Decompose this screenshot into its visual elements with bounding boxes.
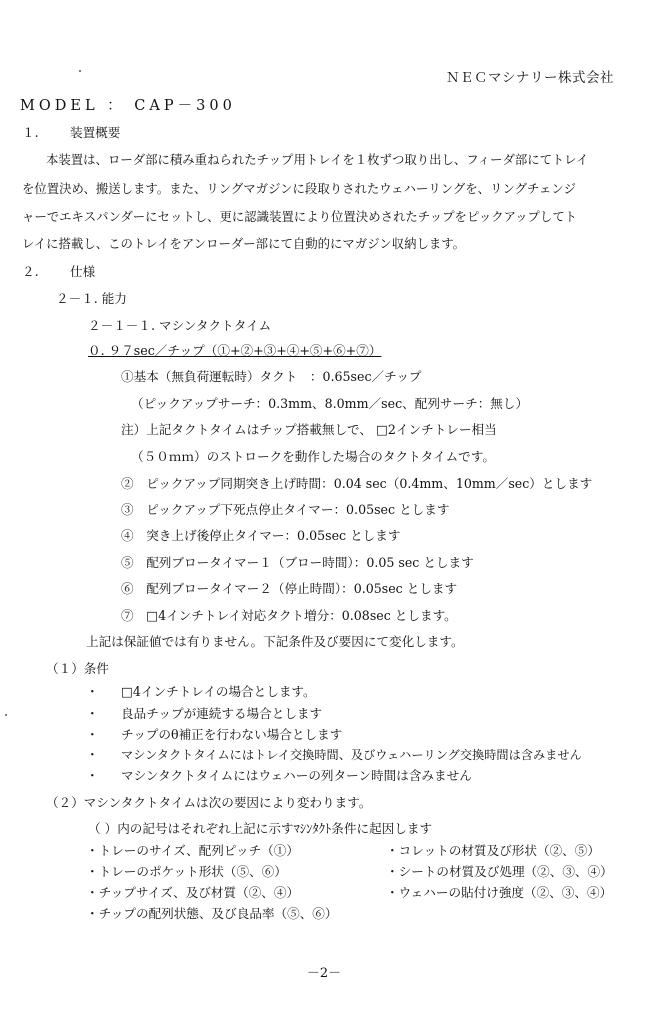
factors-intro: （ ）内の記号はそれぞれ上記に示すﾏｼﾝﾀｸﾄ条件に起因します: [88, 821, 433, 836]
spec-item: 注）上記タクトタイムはチップ搭載無しで、 □2インチトレー相当: [121, 422, 497, 437]
factor-right-item: ・コレットの材質及び形状（②、⑤）: [386, 843, 600, 858]
subsection-2-1-1: ２－１－１. マシンタクトタイム: [88, 318, 272, 333]
factor-left-item: ・チップサイズ、及び材質（②、④）: [86, 885, 300, 900]
section1-paragraph-line: レイに搭載し、このトレイをアンローダー部にて自動的にマガジン収納します。: [22, 236, 466, 251]
factor-left-item: ・トレーのサイズ、配列ピッチ（①）: [86, 843, 299, 858]
spec-item: ①基本（無負荷運転時）タクト ：0.65sec／チップ: [121, 369, 422, 384]
conditions-heading: （１）条件: [46, 661, 109, 676]
company-name: ＮＥＣマシナリー株式会社: [446, 70, 614, 86]
section1-number: １.: [22, 125, 39, 140]
condition-item: 良品チップが連続する場合とします: [121, 706, 323, 721]
condition-item: チップのθ補正を行わない場合とします: [121, 727, 343, 742]
guarantee-note: 上記は保証値では有りません。下記条件及び要因にて変化します。: [86, 634, 464, 649]
section1-paragraph-line: 本装置は、ローダ部に積み重ねられたチップ用トレイを１枚ずつ取り出し、フィーダ部にてトレイ: [46, 152, 589, 167]
factor-right-item: ・シートの材質及び処理（②、③、④）: [386, 864, 613, 879]
scan-speck: [5, 714, 7, 716]
section2-number: ２.: [22, 264, 39, 279]
spec-item: ⑤ 配列ブロータイマー１（ブロー時間）：0.05 sec とします: [121, 555, 474, 570]
spec-item: ⑥ 配列ブロータイマー２（停止時間）：0.05sec とします: [121, 581, 458, 596]
spec-item: （ピックアップサーチ：0.3mm、8.0mm／sec、配列サーチ：無し）: [131, 396, 529, 411]
factor-left-item: ・トレーのポケット形状（⑤、⑥）: [86, 864, 287, 879]
condition-bullet: ・: [86, 768, 99, 783]
condition-bullet: ・: [86, 727, 99, 742]
tact-formula: ０. ９７sec／チップ（①+②+③+④+⑤+⑥+⑦）: [88, 343, 382, 358]
condition-bullet: ・: [86, 747, 99, 762]
factor-right-item: ・ウェハーの貼付け強度（②、③、④）: [386, 885, 613, 900]
spec-item: （５０ｍｍ）のストロークを動作した場合のタクトタイムです。: [131, 449, 495, 464]
factors-heading: （２）マシンタクトタイムは次の要因により変わります。: [46, 795, 372, 810]
scan-speck: [79, 70, 81, 72]
spec-item: ⑦ □4インチトレイ対応タクト増分：0.08sec とします。: [121, 608, 457, 623]
subsection-2-1: ２－１. 能力: [56, 291, 127, 306]
spec-item: ④ 突き上げ後停止タイマー：0.05sec とします: [121, 528, 401, 543]
section2-title: 仕様: [70, 264, 96, 279]
spec-item: ② ピックアップ同期突き上げ時間：0.04 sec（0.4mm、10mm／sec）とします: [121, 476, 593, 491]
model-title: MODEL ： CAP－300: [20, 98, 236, 114]
section1-paragraph-line: を位置決め、搬送します。また、リングマガジンに段取りされたウェハーリングを、リングチェンジ: [22, 181, 576, 196]
spec-item: ③ ピックアップ下死点停止タイマー：0.05sec とします: [121, 502, 450, 517]
condition-item: マシンタクトタイムにはトレイ交換時間、及びウェハーリング交換時間は含みません: [121, 748, 582, 762]
condition-item: □4インチトレイの場合とします。: [121, 684, 316, 699]
section1-paragraph-line: ャーでエキスパンダーにセットし、更に認識装置により位置決めされたチップをピックアップしてト: [22, 209, 577, 224]
condition-bullet: ・: [86, 706, 99, 721]
condition-bullet: ・: [86, 684, 99, 699]
factor-left-item: ・チップの配列状態、及び良品率（⑤、⑥）: [86, 906, 338, 921]
condition-item: マシンタクトタイムにはウェハーの列ターン時間は含みません: [121, 768, 472, 783]
page-number: －2－: [306, 966, 342, 981]
section1-title: 装置概要: [70, 125, 121, 140]
